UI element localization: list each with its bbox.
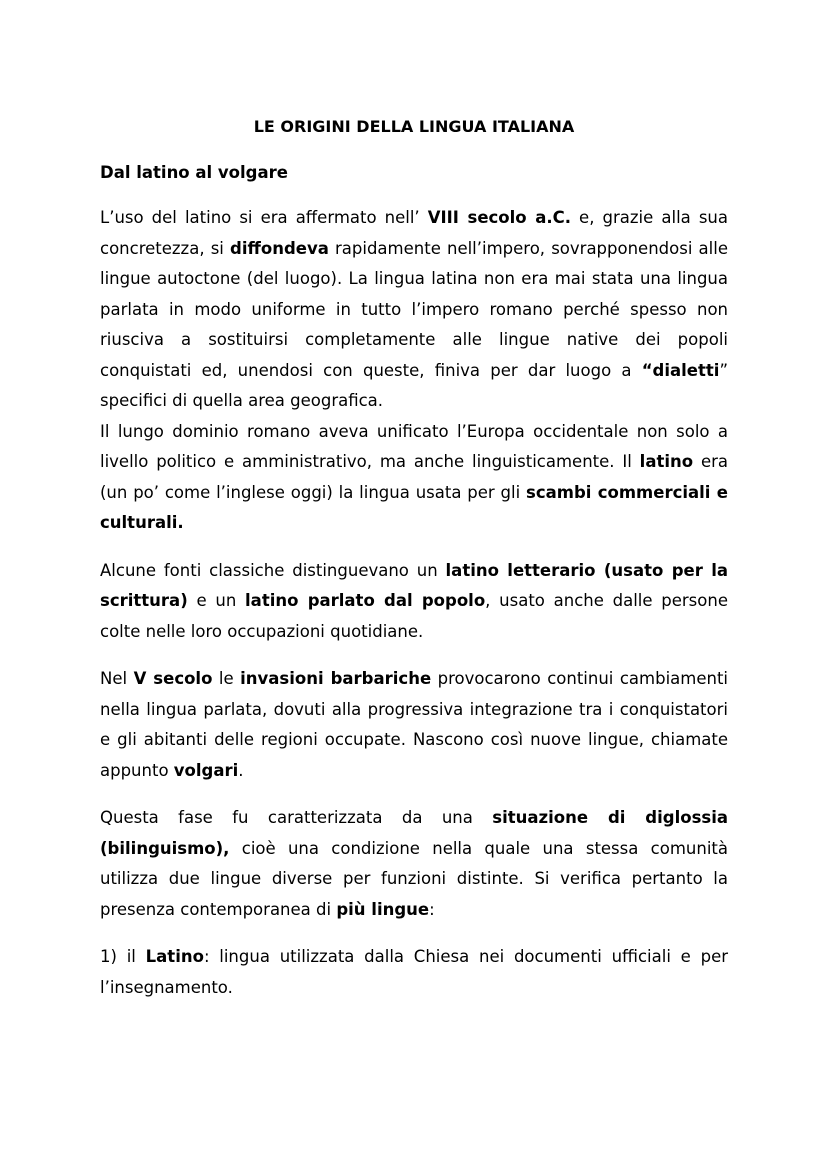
bold-term: più lingue [336,899,430,919]
text-run: L’uso del latino si era affermato nell’ [100,208,428,227]
bold-term: scambi commerciali e culturali. [100,482,728,532]
text-run: rapidamente nell’impero, sovrapponendosi alle lingue autoctone (del luogo). La lingua latina non era mai stata una lingua parlata in modo uniforme in tutto l’impero romano perché spesso non riusciva a sostituirsi completamente alle lingue native dei popoli conquistati ed, unendosi con queste, finiva per dar luogo a [100,238,728,380]
text-run: ” specifici di quella area geografica. [100,360,728,410]
text-run: le [212,669,241,688]
bold-term: “dialetti [641,360,720,380]
document-page [100,112,728,1003]
text-run: . [238,760,244,780]
paragraph-latin-origins [100,203,728,417]
bold-term: latino [639,452,694,471]
bold-term: situazione di diglossia (bilinguismo), [100,808,729,858]
text-run: era (un po’ come l’inglese oggi) la lingua usata per gli [100,452,728,502]
paragraph-literary-latin [100,556,728,648]
section-heading: Dal latino al volgare [100,163,288,182]
paragraph-diglossia [100,803,728,925]
text-run: Nel [100,669,134,688]
bold-term: V secolo [133,669,213,688]
bold-term: volgari [173,760,239,780]
text-run: , usato anche dalle persone colte nelle loro occupazioni quotidiane. [100,591,728,641]
text-run: Alcune fonti classiche distinguevano un [100,560,446,580]
text-run: Il lungo dominio romano aveva unificato l’Europa occidentale non solo a livello politico e amministrativo, ma anche linguisticamente. Il [100,421,728,471]
bold-term: Latino [145,947,204,966]
list-item-latin [100,942,728,1003]
text-run: 1) il [100,947,146,966]
text-run: : [429,899,435,919]
paragraph-barbarian-invasions [100,664,728,786]
text-run: Questa fase fu caratterizzata da una [100,808,493,827]
bold-term: latino letterario (usato per la scrittura) [100,560,728,610]
document-title: LE ORIGINI DELLA LINGUA ITALIANA [253,117,575,136]
bold-term: VIII secolo a.C. [427,208,571,227]
bold-term: latino parlato dal popolo [245,591,486,610]
text-run: provocarono continui cambiamenti nella lingua parlata, dovuti alla progressiva integrazione tra i conquistatori e gli abitanti delle regioni occupate. Nascono così nuove lingue, chiamate appunto [100,669,729,780]
text-run: : lingua utilizzata dalla Chiesa nei documenti ufficiali e per l’insegnamento. [100,947,729,997]
bold-term: invasioni barbariche [240,669,432,688]
paragraph-roman-dominion [100,417,728,539]
text-run: e, grazie alla sua concretezza, si [100,208,728,258]
bold-term: diffondeva [230,238,329,258]
text-run: cioè una condizione nella quale una stessa comunità utilizza due lingue diverse per funzioni distinte. Si verifica pertanto la presenza contemporanea di [100,838,728,919]
text-run: e un [187,591,246,610]
